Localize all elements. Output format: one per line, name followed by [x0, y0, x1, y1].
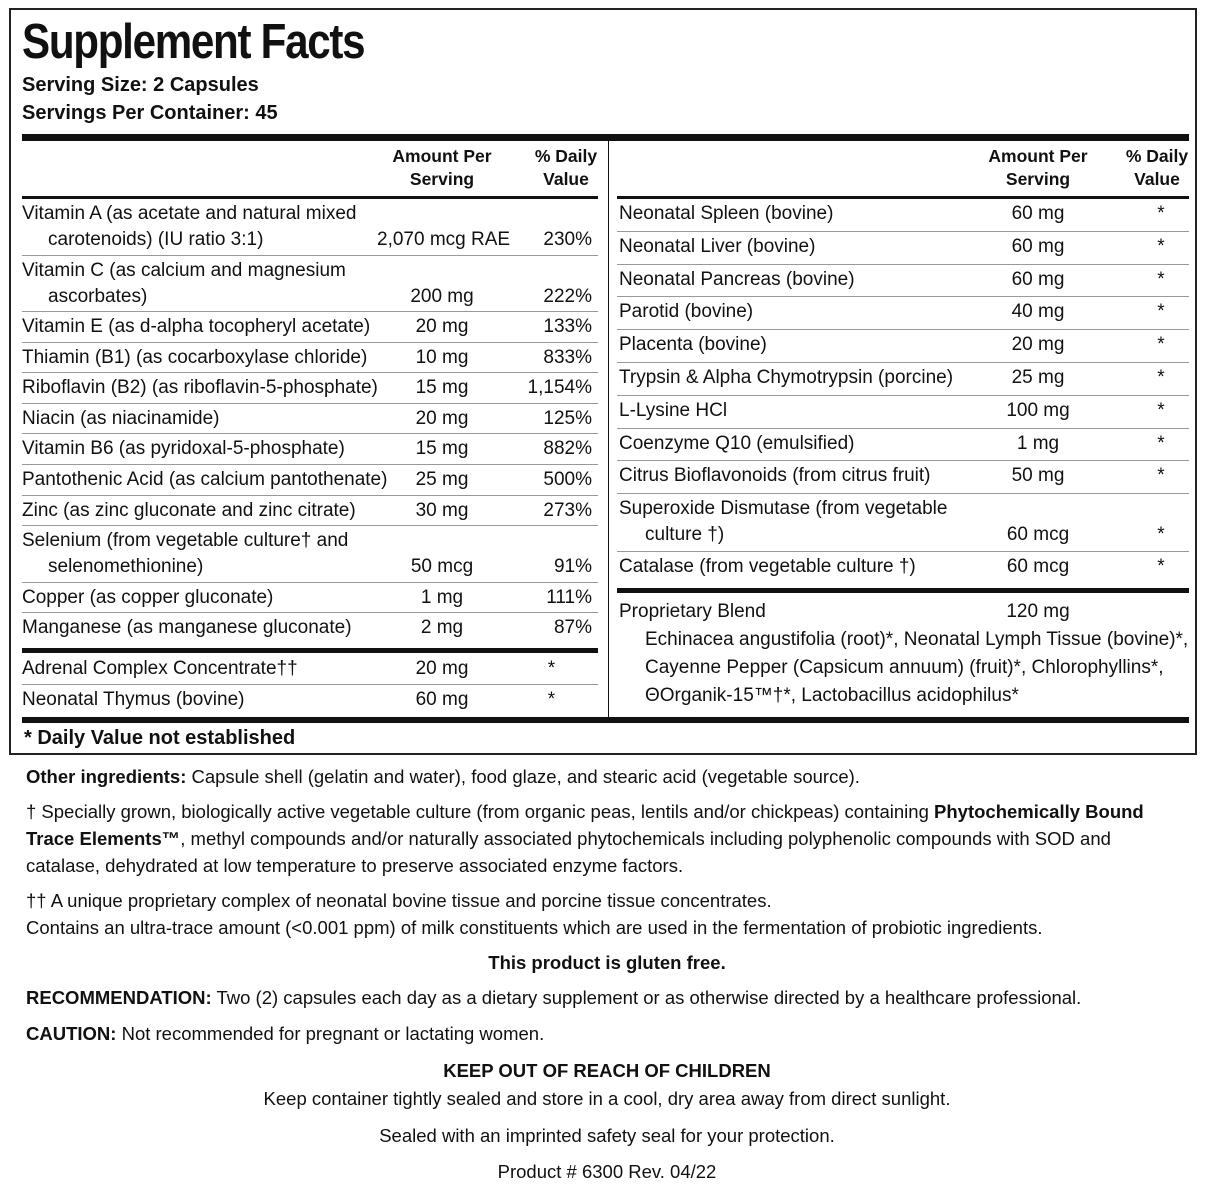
- nutrient-daily-value: 222%: [543, 285, 592, 307]
- right-section-bar: [617, 588, 1189, 593]
- nutrient-name-cont: selenomethionine): [48, 556, 204, 578]
- safety-seal-note: Sealed with an imprinted safety seal for your protection.: [379, 1125, 835, 1146]
- nutrient-daily-value: 273%: [543, 499, 592, 521]
- nutrient-daily-value: *: [1157, 432, 1165, 454]
- recommendation: RECOMMENDATION: Two (2) capsules each day as a dietary supplement or as otherwise directed by a healthcare professional.: [26, 987, 1082, 1008]
- nutrient-daily-value: *: [1157, 556, 1165, 578]
- left-header-amount: Amount Per Serving: [392, 146, 492, 189]
- row-divider: [617, 231, 1189, 232]
- row-divider: [617, 329, 1189, 330]
- nutrient-amount: 30 mg: [415, 499, 469, 521]
- nutrient-daily-value: *: [1157, 235, 1165, 257]
- nutrient-name: Vitamin E (as d-alpha tocopheryl acetate): [22, 316, 371, 337]
- nutrient-name: Adrenal Complex Concentrate††: [22, 657, 298, 679]
- product-number: Product # 6300 Rev. 04/22: [497, 1161, 717, 1182]
- nutrient-name-cont: carotenoids) (IU ratio 3:1): [48, 229, 264, 250]
- nutrient-daily-value: *: [1157, 301, 1165, 323]
- nutrient-amount: 2 mg: [420, 617, 464, 639]
- nutrient-amount: 50 mg: [1011, 465, 1065, 487]
- blend-line-2: Cayenne Pepper (Capsicum annuum) (fruit)*, Chlorophyllins*,: [645, 657, 1164, 678]
- nutrient-name: Coenzyme Q10 (emulsified): [619, 432, 855, 454]
- nutrient-daily-value: 833%: [543, 346, 592, 368]
- row-divider: [617, 460, 1189, 461]
- nutrient-name: Selenium (from vegetable culture† and: [22, 530, 349, 552]
- dagger-note-line-3: catalase, dehydrated at low temperature to preserve associated enzyme factors.: [26, 855, 684, 876]
- nutrient-name: Catalase (from vegetable culture †): [619, 556, 916, 578]
- blend-line-3: ΘOrganik-15™†*, Lactobacillus acidophilus*: [645, 685, 1019, 706]
- nutrient-name: Vitamin B6 (as pyridoxal-5-phosphate): [22, 438, 345, 460]
- nutrient-name-cont: ascorbates): [48, 285, 148, 307]
- top-thick-bar: [22, 134, 1189, 141]
- column-divider: [608, 141, 609, 717]
- supplement-facts-panel: [9, 8, 1197, 755]
- nutrient-amount: 60 mcg: [1006, 524, 1070, 546]
- row-divider: [22, 612, 598, 613]
- nutrient-daily-value: 1,154%: [527, 377, 592, 399]
- row-divider: [22, 311, 598, 312]
- nutrient-amount: 20 mg: [1011, 334, 1065, 356]
- row-divider: [617, 362, 1189, 363]
- nutrient-name: Parotid (bovine): [619, 301, 754, 323]
- nutrient-amount: 20 mg: [415, 657, 469, 679]
- nutrient-amount: 60 mg: [1011, 203, 1065, 224]
- nutrient-name: Trypsin & Alpha Chymotrypsin (porcine): [619, 367, 954, 388]
- row-divider: [617, 493, 1189, 494]
- storage-note: Keep container tightly sealed and store in a cool, dry area away from direct sunlight.: [263, 1088, 951, 1109]
- row-divider: [22, 342, 598, 343]
- milk-note: Contains an ultra-trace amount (<0.001 ppm) of milk constituents which are used in the fermentation of probiotic ingredients.: [26, 917, 1043, 938]
- dv-not-established-note: * Daily Value not established: [24, 727, 296, 749]
- nutrient-name: Placenta (bovine): [619, 334, 767, 356]
- row-divider: [22, 525, 598, 526]
- nutrient-daily-value: 91%: [553, 556, 592, 578]
- row-divider: [22, 464, 598, 465]
- row-divider: [22, 433, 598, 434]
- nutrient-amount: 1 mg: [420, 586, 464, 608]
- nutrient-amount: 60 mg: [415, 688, 469, 710]
- right-header-dv: % Daily Value: [1125, 146, 1189, 189]
- nutrient-daily-value: *: [1157, 465, 1165, 487]
- nutrient-name: Pantothenic Acid (as calcium pantothenate): [22, 469, 388, 490]
- nutrient-name: Superoxide Dismutase (from vegetable: [619, 498, 948, 520]
- nutrient-amount: 25 mg: [1011, 367, 1065, 388]
- left-header-dv: % Daily Value: [534, 146, 598, 189]
- nutrient-name: Zinc (as zinc gluconate and zinc citrate): [22, 499, 356, 521]
- nutrient-name: Neonatal Pancreas (bovine): [619, 268, 855, 290]
- nutrient-name: Niacin (as niacinamide): [22, 407, 220, 429]
- nutrient-name-cont: culture †): [645, 524, 725, 546]
- other-ingredients: Other ingredients: Capsule shell (gelatin and water), food glaze, and stearic acid (vegetable source).: [26, 766, 860, 787]
- nutrient-amount: 60 mg: [1011, 268, 1065, 290]
- dagger-note-line-2: Trace Elements™, methyl compounds and/or naturally associated phytochemicals including polyphenolic compounds with SOD and: [26, 828, 1111, 849]
- right-header-amount: Amount Per Serving: [988, 146, 1088, 189]
- row-divider: [22, 684, 598, 685]
- nutrient-name: Citrus Bioflavonoids (from citrus fruit): [619, 465, 931, 487]
- nutrient-amount: 1 mg: [1016, 432, 1060, 454]
- left-section-bar: [22, 648, 598, 653]
- double-dagger-note: †† A unique proprietary complex of neonatal bovine tissue and porcine tissue concentrates.: [26, 890, 772, 911]
- row-divider: [617, 296, 1189, 297]
- nutrient-name: Neonatal Thymus (bovine): [22, 688, 245, 710]
- right-header-bar: [617, 196, 1189, 199]
- nutrient-amount: 15 mg: [415, 377, 469, 399]
- nutrient-name: Neonatal Liver (bovine): [619, 235, 816, 257]
- row-divider: [22, 372, 598, 373]
- nutrient-daily-value: 125%: [543, 407, 592, 429]
- panel-title: Supplement Facts: [22, 15, 365, 69]
- servings-per-container: Servings Per Container: 45: [22, 102, 278, 124]
- nutrient-name: L-Lysine HCl: [619, 399, 728, 421]
- nutrient-daily-value: 87%: [553, 617, 592, 639]
- left-header-bar: [22, 196, 598, 199]
- nutrient-name: Neonatal Spleen (bovine): [619, 203, 834, 224]
- row-divider: [22, 495, 598, 496]
- nutrient-daily-value: *: [1157, 399, 1165, 421]
- keep-out-of-reach: KEEP OUT OF REACH OF CHILDREN: [443, 1060, 771, 1081]
- nutrient-daily-value: 882%: [543, 438, 592, 460]
- nutrient-amount: 200 mg: [410, 285, 474, 307]
- nutrient-daily-value: *: [1157, 268, 1165, 290]
- nutrient-amount: 60 mg: [1011, 235, 1065, 257]
- nutrient-amount: 20 mg: [415, 316, 469, 337]
- blend-line-1: Echinacea angustifolia (root)*, Neonatal Lymph Tissue (bovine)*,: [645, 629, 1189, 650]
- nutrient-daily-value: 111%: [546, 586, 592, 608]
- nutrient-name: Manganese (as manganese gluconate): [22, 617, 352, 639]
- row-divider: [617, 551, 1189, 552]
- nutrient-name: Riboflavin (B2) (as riboflavin-5-phosphate): [22, 377, 378, 399]
- row-divider: [22, 255, 598, 256]
- blend-amount: 120 mg: [1006, 601, 1070, 622]
- nutrient-amount: 2,070 mcg RAE: [377, 229, 511, 250]
- nutrient-name: Vitamin C (as calcium and magnesium: [22, 259, 346, 281]
- gluten-free-note: This product is gluten free.: [488, 952, 726, 973]
- nutrient-daily-value: 133%: [543, 316, 592, 337]
- nutrient-daily-value: *: [1157, 367, 1165, 388]
- nutrient-name: Copper (as copper gluconate): [22, 586, 274, 608]
- nutrient-amount: 60 mcg: [1006, 556, 1070, 578]
- bottom-thick-bar: [22, 717, 1189, 723]
- blend-name: Proprietary Blend: [619, 601, 766, 622]
- serving-size: Serving Size: 2 Capsules: [22, 74, 259, 96]
- nutrient-daily-value: *: [1157, 203, 1165, 224]
- nutrient-amount: 15 mg: [415, 438, 469, 460]
- row-divider: [617, 428, 1189, 429]
- nutrient-amount: 50 mcg: [410, 556, 474, 578]
- nutrient-daily-value: *: [547, 657, 556, 679]
- dagger-note-line-1: † Specially grown, biologically active vegetable culture (from organic peas, lentils and/or chickpeas) containing Phytochemically Bound: [26, 801, 1144, 822]
- nutrient-name: Thiamin (B1) (as cocarboxylase chloride): [22, 346, 368, 368]
- nutrient-daily-value: 230%: [543, 229, 592, 250]
- row-divider: [617, 395, 1189, 396]
- caution: CAUTION: Not recommended for pregnant or lactating women.: [26, 1023, 545, 1044]
- nutrient-name: Vitamin A (as acetate and natural mixed: [22, 203, 357, 224]
- row-divider: [22, 582, 598, 583]
- nutrient-daily-value: *: [1157, 524, 1165, 546]
- nutrient-daily-value: *: [1157, 334, 1165, 356]
- row-divider: [22, 403, 598, 404]
- nutrient-amount: 10 mg: [415, 346, 469, 368]
- nutrient-daily-value: *: [547, 688, 556, 710]
- nutrient-amount: 40 mg: [1011, 301, 1065, 323]
- nutrient-amount: 25 mg: [415, 469, 469, 490]
- nutrient-amount: 100 mg: [1006, 399, 1070, 421]
- nutrient-amount: 20 mg: [415, 407, 469, 429]
- nutrient-daily-value: 500%: [543, 469, 592, 490]
- row-divider: [617, 264, 1189, 265]
